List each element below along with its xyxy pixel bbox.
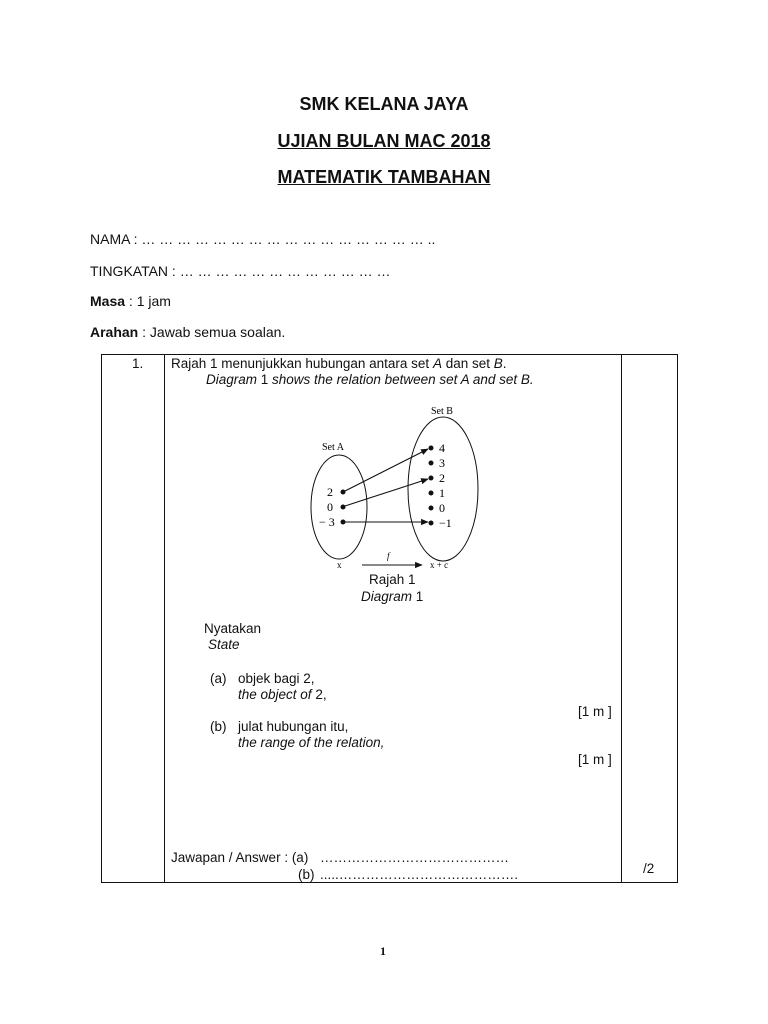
part-a-text-en: the object of 2, bbox=[238, 687, 327, 702]
subject-title: MATEMATIK TAMBAHAN bbox=[277, 167, 491, 187]
instruction-label: Arahan bbox=[90, 324, 139, 340]
set-b-value: 2 bbox=[439, 471, 445, 485]
page-number: 1 bbox=[380, 944, 386, 958]
instruction-line bbox=[90, 324, 285, 340]
set-a-value: − 3 bbox=[319, 515, 335, 529]
time-line bbox=[90, 293, 171, 309]
table-divider-right bbox=[621, 355, 622, 882]
function-label: f bbox=[387, 551, 390, 561]
part-a-text-ms: objek bagi 2, bbox=[238, 671, 315, 686]
part-b-label: (b) bbox=[210, 719, 227, 734]
set-b-label: Set B bbox=[431, 406, 453, 417]
codomain-label: x + c bbox=[430, 560, 449, 570]
mapping-arrow bbox=[345, 449, 428, 491]
figure-caption-ms: Rajah 1 bbox=[369, 572, 416, 587]
part-b-text-en: the range of the relation, bbox=[238, 735, 385, 750]
mapping-arrow bbox=[345, 479, 428, 506]
relation-arrow-diagram bbox=[307, 405, 492, 575]
set-b-point bbox=[429, 446, 434, 451]
set-b-value: 0 bbox=[439, 501, 445, 515]
instruction-en: State bbox=[208, 637, 240, 652]
set-a-point bbox=[341, 520, 346, 525]
part-b-text-ms: julat hubungan itu, bbox=[238, 719, 349, 734]
set-a-value: 2 bbox=[327, 485, 333, 499]
set-b-point bbox=[429, 476, 434, 481]
time-value: : 1 jam bbox=[125, 293, 171, 309]
class-field: TINGKATAN : … … … … … … … … … … … … bbox=[90, 263, 391, 279]
set-b-point bbox=[429, 506, 434, 511]
question-table bbox=[101, 354, 678, 883]
time-label: Masa bbox=[90, 293, 126, 309]
domain-label: x bbox=[337, 560, 342, 570]
answer-label: Jawapan / Answer : (a) bbox=[171, 850, 309, 865]
set-a-ellipse bbox=[311, 455, 367, 559]
set-a-label: Set A bbox=[322, 442, 344, 453]
score-box: /2 bbox=[643, 861, 655, 876]
table-divider-left bbox=[164, 355, 165, 882]
name-field: NAMA : … … … … … … … … … … … … … … … … .. bbox=[90, 231, 436, 247]
instruction-ms: Nyatakan bbox=[204, 621, 262, 636]
figure-caption-en: Diagram 1 bbox=[361, 589, 424, 604]
question-intro-ms: Rajah 1 menunjukkan hubungan antara set A dan set B. bbox=[171, 356, 507, 371]
set-a-point bbox=[341, 490, 346, 495]
question-intro-en: Diagram 1 shows the relation between set A and set B. bbox=[206, 372, 534, 387]
part-a-marks: [1 m ] bbox=[578, 704, 612, 719]
set-b-value: 3 bbox=[439, 456, 445, 470]
set-b-point bbox=[429, 521, 434, 526]
answer-b-line[interactable]: .....…………………………………. bbox=[320, 867, 519, 882]
set-a-value: 0 bbox=[327, 500, 333, 514]
question-number: 1. bbox=[132, 356, 144, 371]
set-b-point bbox=[429, 461, 434, 466]
part-a-label: (a) bbox=[210, 671, 227, 686]
answer-b-label: (b) bbox=[298, 867, 315, 882]
set-b-value: 4 bbox=[439, 441, 445, 455]
exam-title: UJIAN BULAN MAC 2018 bbox=[277, 131, 491, 151]
set-b-point bbox=[429, 491, 434, 496]
answer-a-line[interactable]: …………………………………… bbox=[320, 850, 509, 865]
school-name: SMK KELANA JAYA bbox=[299, 94, 469, 114]
set-b-value: 1 bbox=[439, 486, 445, 500]
part-b-marks: [1 m ] bbox=[578, 752, 612, 767]
instruction-value: : Jawab semua soalan. bbox=[138, 324, 286, 340]
set-b-value: −1 bbox=[439, 516, 452, 530]
set-a-point bbox=[341, 505, 346, 510]
